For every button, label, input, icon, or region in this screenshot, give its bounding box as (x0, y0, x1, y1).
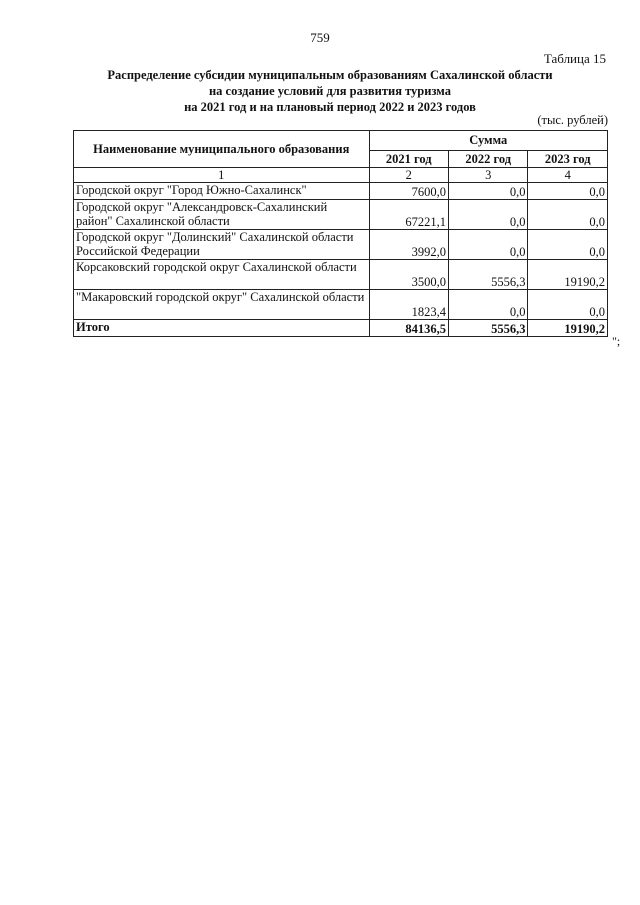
index-cell: 4 (528, 168, 608, 183)
value-2021: 3992,0 (369, 230, 448, 260)
document-title (60, 67, 600, 115)
header-sum: Сумма (369, 131, 607, 151)
total-2022: 5556,3 (449, 320, 528, 337)
municipality-name: Городской округ "Долинский" Сахалинской области Российской Федерации (74, 230, 370, 260)
index-cell: 3 (449, 168, 528, 183)
header-year-2023: 2023 год (528, 150, 608, 167)
municipality-name: Городской округ "Город Южно-Сахалинск" (74, 183, 370, 200)
value-2022: 5556,3 (449, 260, 528, 290)
value-2022: 0,0 (449, 230, 528, 260)
closing-quote-mark: "; (612, 334, 621, 348)
title-line-3: на 2021 год и на плановый период 2022 и 2023 годов (184, 100, 476, 114)
table-label: Таблица 15 (543, 51, 606, 66)
table-row (74, 200, 608, 230)
index-row (74, 168, 608, 183)
value-2023: 0,0 (528, 200, 608, 230)
header-year-2021: 2021 год (369, 150, 448, 167)
index-cell: 2 (369, 168, 448, 183)
municipality-name: Городской округ "Александровск-Сахалинский район" Сахалинской области (74, 200, 370, 230)
value-2021: 3500,0 (369, 260, 448, 290)
table-row (74, 183, 608, 200)
subsidy-table (73, 130, 608, 337)
table-row (74, 290, 608, 320)
value-2021: 1823,4 (369, 290, 448, 320)
table-row (74, 230, 608, 260)
value-2022: 0,0 (449, 290, 528, 320)
index-cell: 1 (74, 168, 370, 183)
value-2021: 67221,1 (369, 200, 448, 230)
value-2021: 7600,0 (369, 183, 448, 200)
value-2023: 19190,2 (528, 260, 608, 290)
title-line-1: Распределение субсидии муниципальным образованиям Сахалинской области (107, 68, 553, 82)
total-2023: 19190,2 (528, 320, 608, 337)
header-name: Наименование муниципального образования (74, 131, 370, 168)
value-2023: 0,0 (528, 290, 608, 320)
page-number: 759 (310, 30, 330, 45)
value-2023: 0,0 (528, 183, 608, 200)
total-row (74, 320, 608, 337)
table-row (74, 260, 608, 290)
municipality-name: "Макаровский городской округ" Сахалинской области (74, 290, 370, 320)
value-2022: 0,0 (449, 183, 528, 200)
header-row (74, 131, 608, 151)
title-line-2: на создание условий для развития туризма (208, 84, 451, 98)
total-label: Итого (74, 320, 370, 337)
header-year-2022: 2022 год (449, 150, 528, 167)
units-label: (тыс. рублей) (537, 113, 608, 127)
value-2023: 0,0 (528, 230, 608, 260)
value-2022: 0,0 (449, 200, 528, 230)
total-2021: 84136,5 (369, 320, 448, 337)
municipality-name: Корсаковский городской округ Сахалинской области (74, 260, 370, 290)
